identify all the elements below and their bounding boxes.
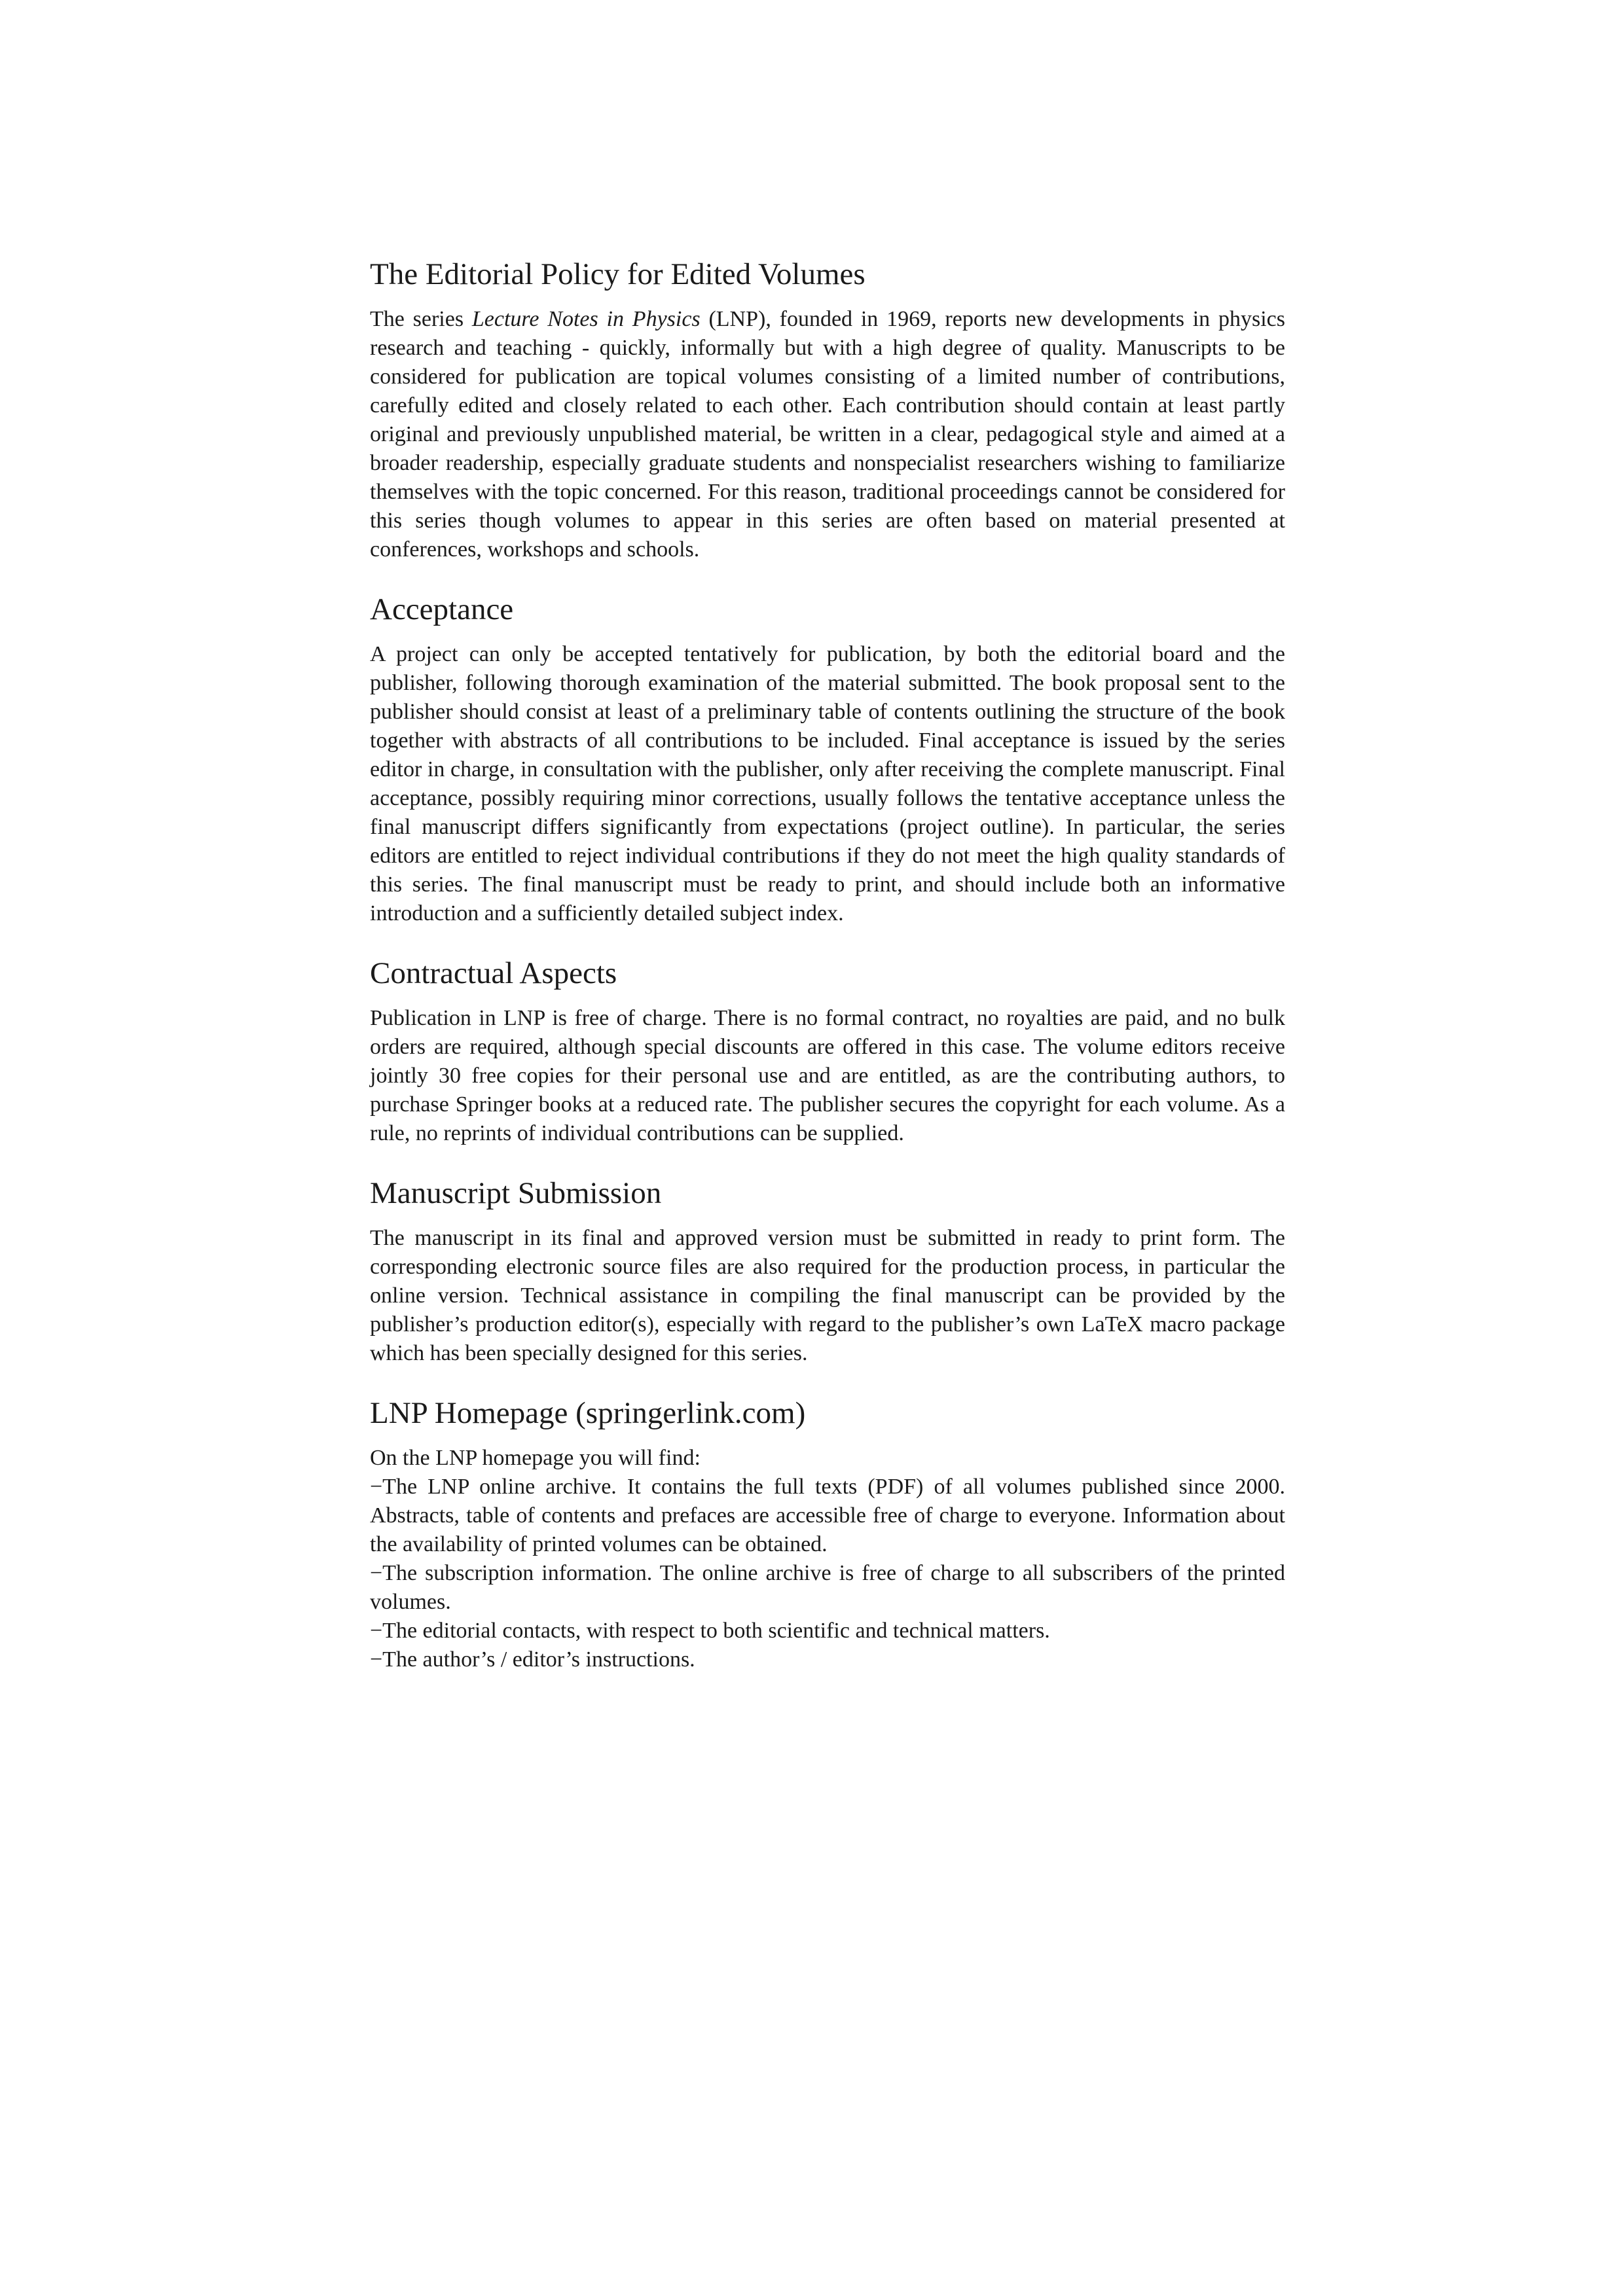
- section-title: LNP Homepage (springerlink.com): [370, 1396, 806, 1431]
- homepage-list: [370, 1444, 1285, 1674]
- section-title: Manuscript Submission: [370, 1176, 662, 1211]
- list-item: −The editorial contacts, with respect to both scientific and technical matters.: [370, 1619, 1050, 1643]
- list-item: −The author’s / editor’s instructions.: [370, 1647, 695, 1672]
- section-title: Contractual Aspects: [370, 956, 617, 991]
- section-lnp-homepage: [370, 1395, 1285, 1674]
- series-name: Lecture Notes in Physics: [471, 307, 701, 332]
- section-editorial-policy: [370, 257, 1285, 564]
- section-manuscript-submission: [370, 1175, 1285, 1368]
- list-item: −The LNP online archive. It contains the full texts (PDF) of all volumes published since 2000. Abstracts, table of contents and prefaces are accessible free of charge to everyone. Information about the availability of printed volumes can be obtained.: [370, 1475, 1285, 1557]
- section-body: A project can only be accepted tentatively for publication, by both the editorial board and the publisher, following thorough examination of the material submitted. The book proposal sent to the publisher should consist at least of a preliminary table of contents outlining the structure of the book together with abstracts of all contributions to be included. Final acceptance is issued by the series editor in charge, in consultation with the publisher, only after receiving the complete manuscript. Final acceptance, possibly requiring minor corrections, usually follows the tentative acceptance unless the final manuscript differs significantly from expectations (project outline). In particular, the series editors are entitled to reject individual contributions if they do not meet the high quality standards of this series. The final manuscript must be ready to print, and should include both an informative introduction and a sufficiently detailed subject index.: [370, 642, 1285, 926]
- list-item: −The subscription information. The online archive is free of charge to all subscribers of the printed volumes.: [370, 1561, 1285, 1615]
- section-body: The series Lecture Notes in Physics (LNP), founded in 1969, reports new developments in physics research and teaching - quickly, informally but with a high degree of quality. Manuscripts to be considered for publication are topical volumes consisting of a limited number of contributions, carefully edited and closely related to each other. Each contribution should contain at least partly original and previously unpublished material, be written in a clear, pedagogical style and aimed at a broader readership, especially graduate students and nonspecialist researchers wishing to familiarize themselves with the topic concerned. For this reason, traditional proceedings cannot be considered for this series though volumes to appear in this series are often based on material presented at conferences, workshops and schools.: [370, 307, 1285, 562]
- section-acceptance: [370, 592, 1285, 928]
- section-contractual-aspects: [370, 956, 1285, 1148]
- document-page: [370, 257, 1285, 1702]
- section-body: Publication in LNP is free of charge. There is no formal contract, no royalties are paid, and no bulk orders are required, although special discounts are offered in this case. The volume editors receive jointly 30 free copies for their personal use and are entitled, as are the contributing authors, to purchase Springer books at a reduced rate. The publisher secures the copyright for each volume. As a rule, no reprints of individual contributions can be supplied.: [370, 1006, 1285, 1146]
- section-title: The Editorial Policy for Edited Volumes: [370, 257, 866, 291]
- section-title: Acceptance: [370, 592, 514, 627]
- section-body: The manuscript in its final and approved version must be submitted in ready to print form. The corresponding electronic source files are also required for the production process, in particular the online version. Technical assistance in compiling the final manuscript can be provided by the publisher’s production editor(s), especially with regard to the publisher’s own LaTeX macro package which has been specially designed for this series.: [370, 1226, 1285, 1366]
- list-intro: On the LNP homepage you will find:: [370, 1446, 701, 1471]
